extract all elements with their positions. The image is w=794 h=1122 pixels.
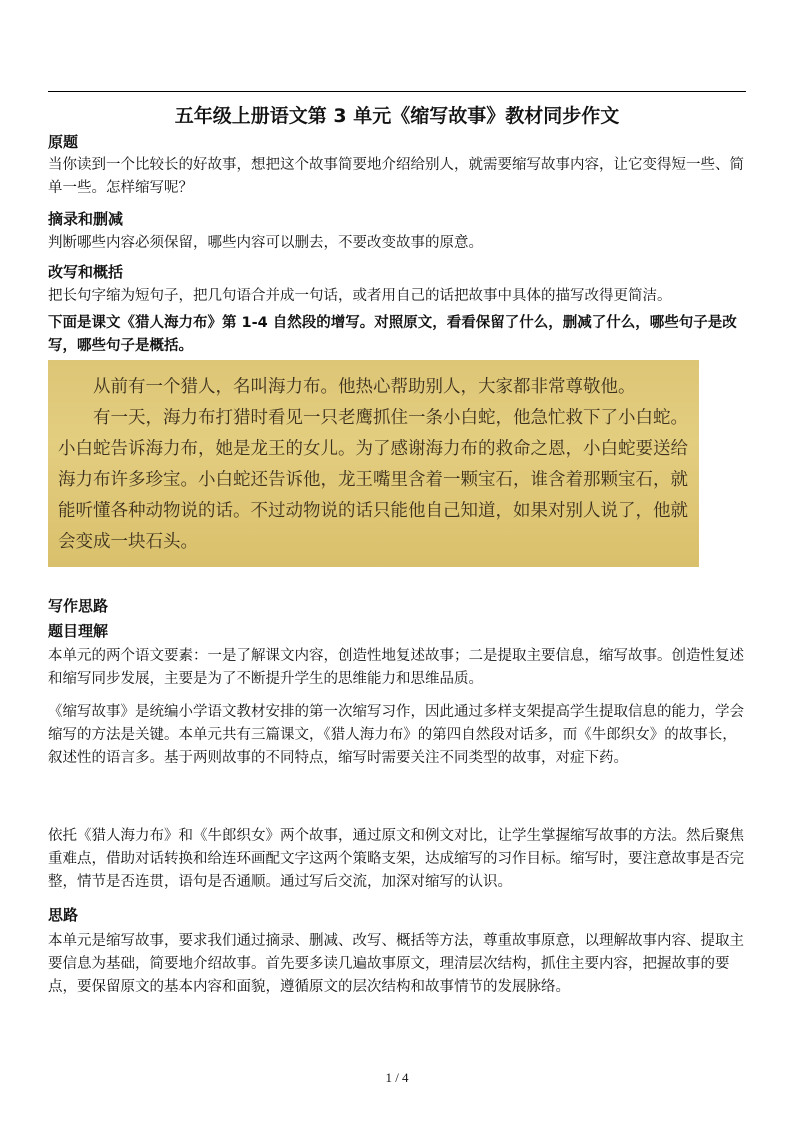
excerpt-paragraph-2: 有一天，海力布打猎时看见一只老鹰抓住一条小白蛇，他急忙救下了小白蛇。小白蛇告诉海力布，她是龙王的女儿。为了感谢海力布的救命之恩，小白蛇要送给海力布许多珍宝。小白蛇还告诉他，龙王嘴里含着一颗宝石，谁含着那颗宝石，就能听懂各种动物说的话。不过动物说的话只能他自己知道，如果对别人说了，他就会变成一块石头。 (58, 408, 688, 552)
heading-yuanti: 原题 (48, 133, 79, 151)
heading-timu: 题目理解 (48, 622, 109, 640)
para-intro: 下面是课文《猎人海力布》第 1-4 自然段的增写。对照原文，看看保留了什么，删减了什么，哪些句子是改写，哪些句子是概括。 (48, 315, 737, 354)
para-timu-3: 依托《猎人海力布》和《牛郎织女》两个故事，通过原文和例文对比，让学生掌握缩写故事的方法。然后聚焦重难点，借助对话转换和给连环画配文字这两个策略支架，达成缩写的习作目标。缩写时，要注意故事是否完整，情节是否连贯，语句是否通顺。通过写后交流，加深对缩写的认识。 (48, 828, 744, 890)
page-number: 1 / 4 (385, 1070, 409, 1085)
heading-zhailu: 摘录和删减 (48, 210, 124, 228)
textbook-excerpt-image (48, 360, 699, 567)
para-timu-1: 本单元的两个语文要素：一是了解课文内容，创造性地复述故事；二是提取主要信息，缩写故事。创造性复述和缩写同步发展，主要是为了不断提升学生的思维能力和思维品质。 (48, 648, 744, 687)
header-rule (48, 91, 746, 92)
document-title: 五年级上册语文第 3 单元《缩写故事》教材同步作文 (174, 105, 620, 127)
para-gaixie: 把长句字缩为短句子，把几句语合并成一句话，或者用自己的话把故事中具体的描写改得更简洁。 (48, 288, 672, 304)
para-yuanti: 当你读到一个比较长的好故事，想把这个故事简要地介绍给别人，就需要缩写故事内容，让它变得短一些、简单一些。怎样缩写呢？ (48, 157, 744, 196)
heading-gaixie: 改写和概括 (48, 263, 124, 281)
excerpt-paragraph-1: 从前有一个猎人，名叫海力布。他热心帮助别人，大家都非常尊敬他。 (93, 377, 636, 397)
para-silu: 本单元是缩写故事，要求我们通过摘录、删减、改写、概括等方法，尊重故事原意，以理解故事内容、提取主要信息为基础，简要地介绍故事。首先要多读几遍故事原文，理清层次结构，抓住主要内容，把握故事的要点，要保留原文的基本内容和面貌，遵循原文的层次结构和故事情节的发展脉络。 (48, 933, 744, 995)
para-timu-2: 《缩写故事》是统编小学语文教材安排的第一次缩写习作，因此通过多样支架提高学生提取信息的能力，学会缩写的方法是关键。本单元共有三篇课文，《猎人海力布》的第四自然段对话多，而《牛郎织女》的故事长，叙述性的语言多。基于两则故事的不同特点，缩写时需要关注不同类型的故事，对症下药。 (48, 704, 744, 766)
para-zhailu: 判断哪些内容必须保留，哪些内容可以删去，不要改变故事的原意。 (48, 235, 483, 251)
heading-silu: 思路 (48, 906, 79, 924)
heading-writing-approach: 写作思路 (48, 597, 109, 615)
